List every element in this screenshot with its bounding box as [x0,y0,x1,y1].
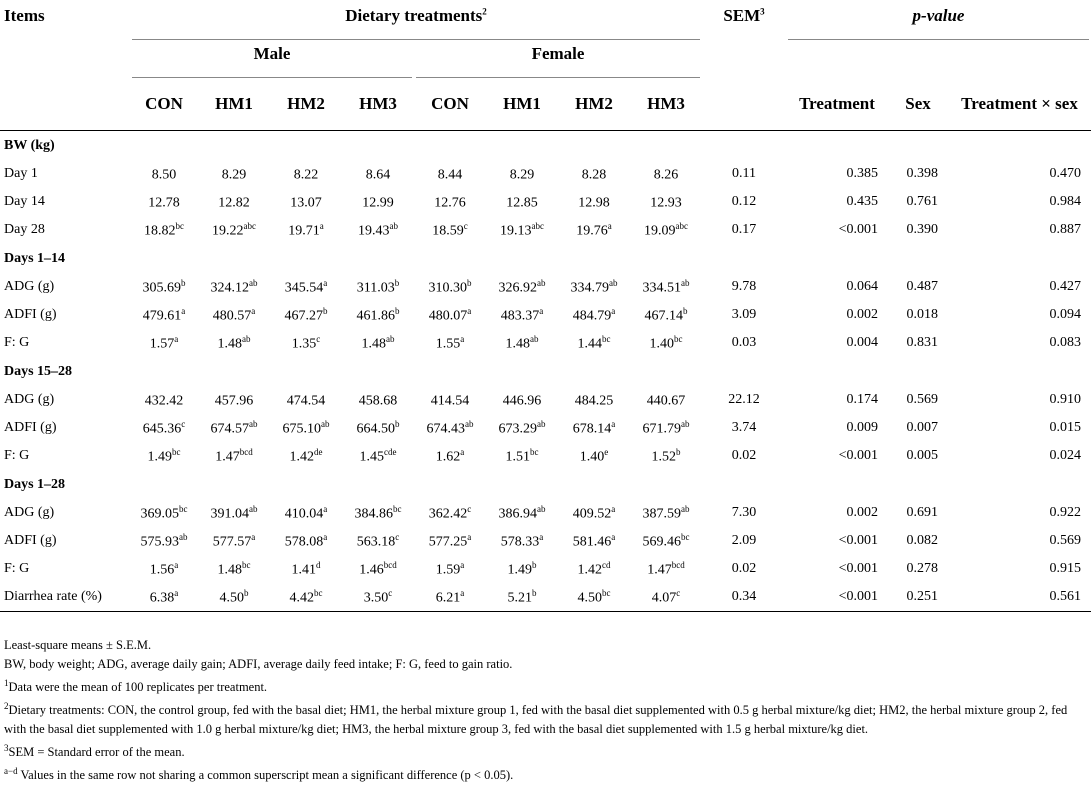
p-value-cell: <0.001 [838,222,878,237]
value-cell: 1.45$^{cde}$ [359,446,397,465]
table-row [0,160,1091,188]
value-cell: 409.52$^a$ [572,503,616,522]
p-value-cell: 0.435 [846,194,878,209]
row-label: Day 1 [4,166,38,181]
value-cell: 1.51$^{bc}$ [505,446,539,465]
value-cell: 1.49$^b$ [507,559,537,578]
row-label: ADG (g) [4,505,55,520]
p-value-cell: 0.082 [906,533,938,548]
value-cell: 581.46$^a$ [572,531,616,550]
male-header: Male [130,40,414,78]
sem-cell: 0.34 [702,583,786,612]
sem-cell: 0.03 [731,335,757,350]
value-cell: 13.07 [290,195,322,211]
table-row [0,273,1091,301]
row-label: ADFI (g) [4,420,57,435]
sem-cell: 3.74 [731,420,757,435]
row-label: F: G [4,335,30,350]
value-cell: 1.41$^d$ [291,559,321,578]
group-row [0,131,1091,160]
sem-cell: 0.02 [731,448,757,463]
p-value-cell: 0.005 [906,448,938,463]
p-value-cell: 0.390 [906,222,938,237]
table-row [0,555,1091,583]
p-value-cell: 0.094 [1049,307,1081,322]
group-row [0,470,1091,499]
value-cell: 12.85 [506,195,538,211]
col-sex: Sex [905,94,931,113]
value-cell: 345.54$^a$ [284,277,328,296]
col-treatment: Treatment [799,94,875,113]
row-label: ADG (g) [4,279,55,294]
table-row [0,499,1091,527]
value-cell: 1.40e [579,446,609,465]
value-cell: 1.44$^{bc}$ [577,333,611,352]
p-value-cell: 0.569 [906,392,938,407]
group-title: Days 1–28 [4,476,66,492]
table-row [0,527,1091,555]
footnote-2: $^2$Dietary treatments: CON, the control group, fed with the basal diet; HM1, the herbal mixture group 1, fed with the basal diet supplemented with 0.5 g herbal mixture/kg diet; HM2, the herbal mixture group 2, fed with the basal diet supplemented with 1.0 g herbal mixture/kg diet; HM3, the herbal mixture group 3, fed with the basal diet supplemented with 1.5 g herbal mixture/kg diet. [4,701,1068,737]
value-cell: 578.08$^a$ [284,531,328,550]
sem-cell: 0.12 [731,194,757,209]
p-value-cell: 0.024 [1049,448,1081,463]
value-cell: 362.42$^c$ [428,503,472,522]
value-cell: 12.98 [578,195,610,211]
p-value-cell: 0.427 [1049,279,1081,294]
sem-cell: 0.11 [732,166,756,181]
dietary-treatments-header: Dietary treatments$^2$ [130,0,702,40]
p-value-cell: 0.009 [846,420,878,435]
row-label: F: G [4,561,30,576]
p-value-cell: 0.064 [846,279,878,294]
p-value-cell: 0.083 [1049,335,1081,350]
row-label: ADFI (g) [4,533,57,548]
value-cell: 1.35$^c$ [291,333,321,352]
col-hm1-female: HM1 [503,94,541,113]
value-cell: 577.25$^a$ [428,531,472,550]
footnote-4: $^{a-d}$ Values in the same row not sharing a common superscript mean a significant difference (p < 0.05). [4,766,514,783]
value-cell: 577.57$^a$ [212,531,256,550]
value-cell: 484.25 [574,393,614,409]
value-cell: 324.12$^{ab}$ [210,277,258,296]
value-cell: 480.57$^a$ [212,305,256,324]
value-cell: 578.33$^a$ [500,531,544,550]
p-value-cell: 0.915 [1049,561,1081,576]
value-cell: 410.04$^a$ [284,503,328,522]
p-value-cell: 0.018 [906,307,938,322]
group-title: BW (kg) [4,137,55,153]
value-cell: 1.48$^{ab}$ [217,333,251,352]
value-cell: 305.69$^b$ [142,277,186,296]
p-value-cell: 0.002 [846,505,878,520]
value-cell: 480.07$^a$ [428,305,472,324]
row-label: ADFI (g) [4,307,57,322]
value-cell: 8.29 [221,167,247,183]
col-hm3-male: HM3 [359,94,397,113]
group-row [0,357,1091,386]
value-cell: 1.57$^a$ [149,333,179,352]
value-cell: 4.50$^{bc}$ [558,583,630,612]
value-cell: 12.99 [362,195,394,211]
p-value-cell: 0.984 [1049,194,1081,209]
value-cell: 414.54 [430,393,470,409]
value-cell: 310.30$^b$ [428,277,472,296]
value-cell: 1.46$^{bcd}$ [359,559,397,578]
table-row [0,301,1091,329]
value-cell: 664.50$^b$ [356,418,400,437]
value-cell: 1.48$^{bc}$ [217,559,251,578]
p-value-cell: 0.004 [846,335,878,350]
value-cell: 12.93 [650,195,682,211]
group-title: Days 1–14 [4,250,66,266]
p-value-cell: 0.251 [888,583,948,612]
value-cell: 1.52$^b$ [651,446,681,465]
table-row [0,414,1091,442]
value-cell: 19.13$^{abc}$ [500,220,544,239]
value-cell: 575.93$^{ab}$ [140,531,188,550]
p-value-cell: 0.278 [906,561,938,576]
value-cell: 4.42$^{bc}$ [270,583,342,612]
col-con-female: CON [431,94,469,113]
col-hm2-male: HM2 [287,94,325,113]
value-cell: 678.14$^a$ [572,418,616,437]
footnote-3: $^3$SEM = Standard error of the mean. [4,743,185,760]
sem-cell: 22.12 [728,392,760,407]
p-value-cell: 0.487 [906,279,938,294]
value-cell: 1.62$^a$ [435,446,465,465]
value-cell: 384.86$^{bc}$ [354,503,402,522]
value-cell: 1.47$^{bcd}$ [215,446,253,465]
value-cell: 18.59$^c$ [432,220,468,239]
col-hm2-female: HM2 [575,94,613,113]
value-cell: 334.79$^{ab}$ [570,277,618,296]
p-value-cell: 0.761 [906,194,938,209]
value-cell: 18.82$^{bc}$ [144,220,184,239]
group-row [0,244,1091,273]
p-value-cell: 0.398 [906,166,938,181]
p-value-cell: 0.002 [846,307,878,322]
value-cell: 3.50$^c$ [342,583,414,612]
group-title: Days 15–28 [4,363,73,379]
sem-header: SEM$^3$ [723,6,765,25]
value-cell: 4.50$^b$ [198,583,270,612]
value-cell: 1.42de [289,446,323,465]
value-cell: 673.29$^{ab}$ [498,418,546,437]
value-cell: 467.14$^b$ [644,305,688,324]
value-cell: 674.43$^{ab}$ [426,418,474,437]
footnote-lsm: Least-square means ± S.E.M. [4,638,152,652]
value-cell: 563.18$^c$ [356,531,400,550]
value-cell: 311.03$^b$ [356,277,400,296]
p-value-cell: 0.385 [846,166,878,181]
col-interaction: Treatment × sex [961,94,1078,113]
row-label: Day 28 [4,222,45,237]
table-row [0,188,1091,216]
p-value-cell: 0.887 [1049,222,1081,237]
value-cell: 387.59$^{ab}$ [642,503,690,522]
value-cell: 12.82 [218,195,250,211]
sem-cell: 0.17 [731,222,757,237]
value-cell: 19.76$^a$ [576,220,612,239]
value-cell: 484.79$^a$ [572,305,616,324]
value-cell: 334.51$^{ab}$ [642,277,690,296]
p-value-header: p-value [786,0,1091,40]
footnote-abbreviations: BW, body weight; ADG, average daily gain; ADFI, average daily feed intake; F: G, feed to gain ratio. [4,657,513,671]
table-row [0,442,1091,470]
value-cell: 4.07$^c$ [630,583,702,612]
value-cell: 19.71$^a$ [288,220,324,239]
value-cell: 569.46$^{bc}$ [642,531,690,550]
value-cell: 5.21$^b$ [486,583,558,612]
p-value-cell: 0.569 [1049,533,1081,548]
sem-cell: 3.09 [731,307,757,322]
p-value-cell: <0.001 [838,448,878,463]
value-cell: 467.27$^b$ [284,305,328,324]
value-cell: 326.92$^{ab}$ [498,277,546,296]
sem-cell: 7.30 [731,505,757,520]
p-value-cell: 0.910 [1049,392,1081,407]
value-cell: 1.47$^{bcd}$ [647,559,685,578]
value-cell: 6.21$^a$ [414,583,486,612]
value-cell: 446.96 [502,393,542,409]
sem-cell: 9.78 [731,279,757,294]
value-cell: 19.22$^{abc}$ [212,220,256,239]
value-cell: 1.48$^{ab}$ [505,333,539,352]
value-cell: 369.05$^{bc}$ [140,503,188,522]
value-cell: 12.76 [434,195,466,211]
footnote-1: $^1$Data were the mean of 100 replicates per treatment. [4,678,268,695]
p-value-cell: 0.007 [906,420,938,435]
value-cell: 391.04$^{ab}$ [210,503,258,522]
value-cell: 386.94$^{ab}$ [498,503,546,522]
p-value-cell: 0.561 [948,583,1091,612]
value-cell: 671.79$^{ab}$ [642,418,690,437]
table-body [0,131,1091,612]
items-header: Items [4,6,45,25]
p-value-cell: 0.015 [1049,420,1081,435]
p-value-cell: 0.831 [906,335,938,350]
value-cell: 483.37$^a$ [500,305,544,324]
value-cell: 474.54 [286,393,326,409]
value-cell: 8.44 [437,167,463,183]
row-label: Day 14 [4,194,45,209]
value-cell: 8.26 [653,167,679,183]
col-hm1-male: HM1 [215,94,253,113]
value-cell: 432.42 [144,393,184,409]
value-cell: 645.36$^c$ [142,418,186,437]
value-cell: 12.78 [148,195,180,211]
value-cell: 675.10$^{ab}$ [282,418,330,437]
value-cell: 461.86$^b$ [356,305,400,324]
value-cell: 8.29 [509,167,535,183]
col-con-male: CON [145,94,183,113]
value-cell: 1.59$^a$ [435,559,465,578]
row-label: ADG (g) [4,392,55,407]
p-value-cell: 0.691 [906,505,938,520]
value-cell: 6.38$^a$ [130,583,198,612]
row-label: F: G [4,448,30,463]
p-value-cell: <0.001 [786,583,888,612]
value-cell: 479.61$^a$ [142,305,186,324]
value-cell: 1.49$^{bc}$ [147,446,181,465]
col-hm3-female: HM3 [647,94,685,113]
sem-cell: 0.02 [731,561,757,576]
table-row [0,386,1091,414]
p-value-cell: 0.174 [846,392,878,407]
female-header: Female [414,40,702,78]
value-cell: 19.43$^{ab}$ [358,220,398,239]
value-cell: 1.42$^{cd}$ [577,559,611,578]
table-row [0,583,1091,612]
table-row [0,329,1091,357]
value-cell: 457.96 [214,393,254,409]
value-cell: 440.67 [646,393,686,409]
value-cell: 8.64 [365,167,391,183]
value-cell: 458.68 [358,393,398,409]
value-cell: 1.55$^a$ [435,333,465,352]
value-cell: 19.09$^{abc}$ [644,220,688,239]
p-value-cell: <0.001 [838,533,878,548]
value-cell: 1.40$^{bc}$ [649,333,683,352]
value-cell: 8.50 [151,167,177,183]
p-value-cell: 0.470 [1049,166,1081,181]
value-cell: 1.48$^{ab}$ [361,333,395,352]
value-cell: 8.22 [293,167,319,183]
p-value-cell: <0.001 [838,561,878,576]
value-cell: 8.28 [581,167,607,183]
table-row [0,216,1091,244]
row-label: Diarrhea rate (%) [0,583,130,612]
sem-cell: 2.09 [731,533,757,548]
p-value-cell: 0.922 [1049,505,1081,520]
value-cell: 1.56$^a$ [149,559,179,578]
table-footnotes [4,636,1084,786]
value-cell: 674.57$^{ab}$ [210,418,258,437]
